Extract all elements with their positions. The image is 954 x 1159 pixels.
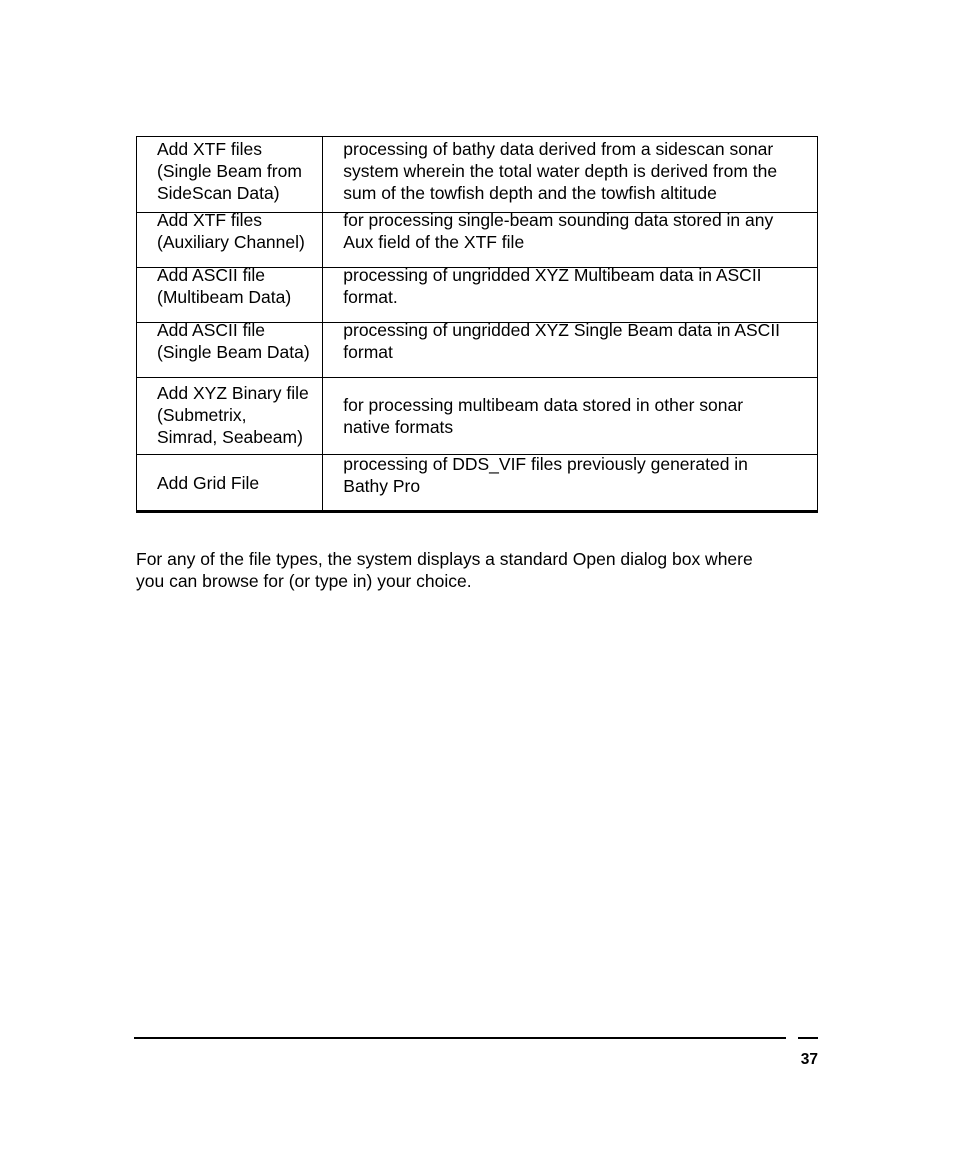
page-number: 37 <box>800 1051 818 1068</box>
file-types-table <box>136 136 818 513</box>
table-row <box>137 268 818 323</box>
table-row <box>137 378 818 455</box>
file-type-cell <box>137 320 323 378</box>
file-description-text: processing of bathy data derived from a sidescan sonar system wherein the total water depth is derived from the sum of the towfish depth and the towfish altitude <box>343 138 778 203</box>
file-type-cell <box>137 265 323 323</box>
file-description-cell <box>323 378 818 455</box>
file-description-cell <box>323 265 818 323</box>
table-row <box>137 323 818 378</box>
file-type-cell <box>137 210 323 268</box>
file-description-cell <box>323 455 818 512</box>
file-type-cell <box>137 455 323 512</box>
body-paragraph: For any of the file types, the system displays a standard Open dialog box where you can browse for (or type in) your choice. <box>136 549 753 591</box>
file-type-cell <box>137 137 323 213</box>
footer-rule <box>134 1037 786 1039</box>
file-type-label: Add XTF files (Single Beam from SideScan Data) <box>157 138 302 203</box>
file-type-label: Add Grid File <box>157 472 260 493</box>
table-row <box>137 213 818 268</box>
file-description-text: for processing multibeam data stored in other sonar native formats <box>343 395 744 437</box>
file-type-label: Add XTF files (Auxiliary Channel) <box>157 210 305 252</box>
file-type-label: Add ASCII file (Single Beam Data) <box>157 320 310 362</box>
file-description-text: for processing single-beam sounding data stored in any Aux field of the XTF file <box>343 210 774 252</box>
file-type-label: Add ASCII file (Multibeam Data) <box>157 265 292 307</box>
file-type-label: Add XYZ Binary file (Submetrix, Simrad, Seabeam) <box>157 383 309 447</box>
footer-rule-short <box>798 1037 818 1039</box>
file-description-cell <box>323 210 818 268</box>
file-description-cell <box>323 320 818 378</box>
file-description-text: processing of DDS_VIF files previously generated in Bathy Pro <box>343 453 748 496</box>
file-description-cell <box>323 137 818 213</box>
table-row <box>137 137 818 213</box>
table-row <box>137 455 818 512</box>
file-description-text: processing of ungridded XYZ Multibeam data in ASCII format. <box>343 265 762 307</box>
file-type-cell <box>137 378 323 455</box>
file-description-text: processing of ungridded XYZ Single Beam data in ASCII format <box>343 320 781 362</box>
